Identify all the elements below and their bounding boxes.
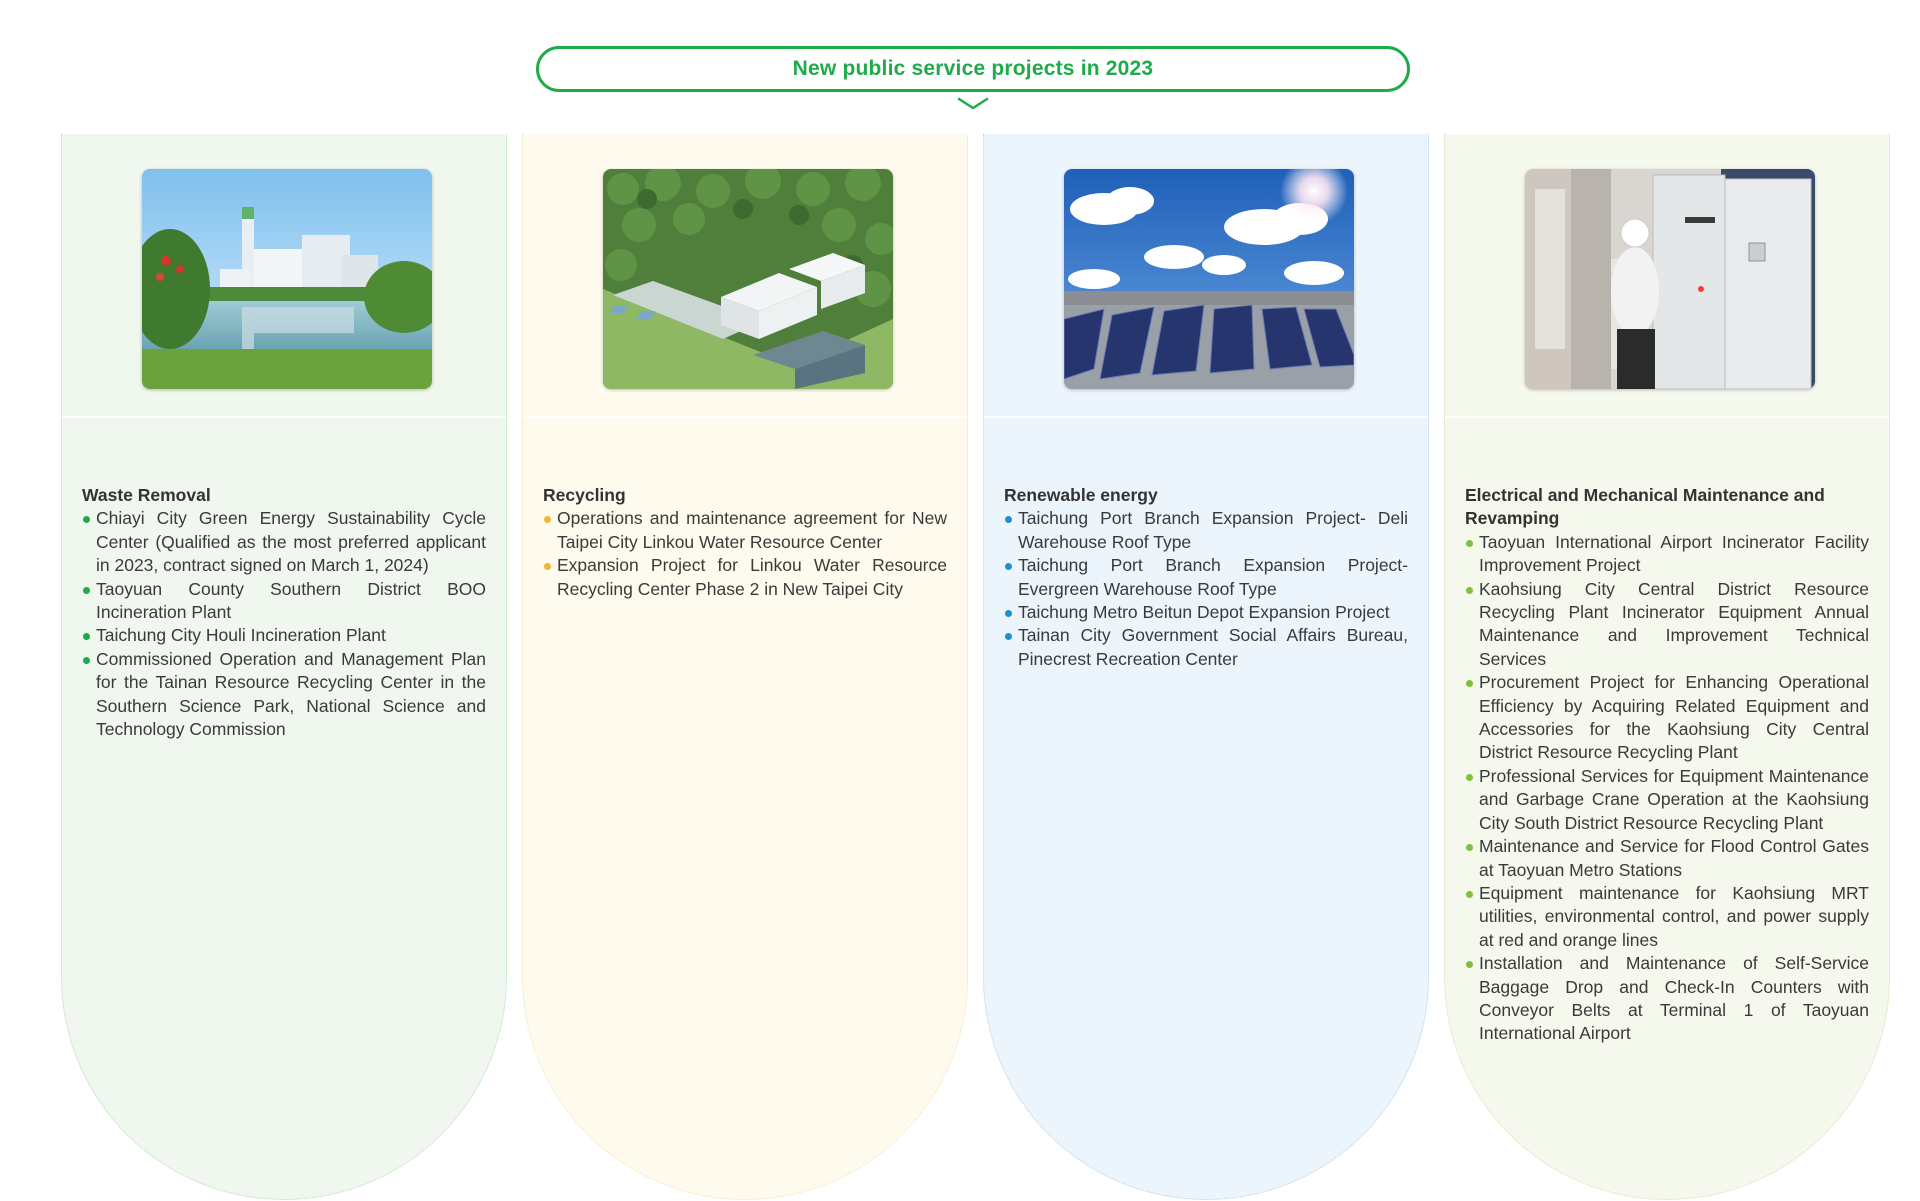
project-item: Procurement Project for Enhancing Operational Efficiency by Acquiring Related Equipment and Accessories for the Kaohsiung City Central District Resource Recycling Plant [1465, 671, 1869, 765]
category-card-recycling [522, 134, 968, 1200]
card-divider [1445, 416, 1889, 418]
project-item: Taichung City Houli Incineration Plant [82, 624, 486, 647]
project-item: Taichung Metro Beitun Depot Expansion Project [1004, 601, 1408, 624]
category-heading: Waste Removal [82, 485, 211, 505]
page-title: New public service projects in 2023 [536, 46, 1410, 92]
project-item: Taoyuan International Airport Incinerator Facility Improvement Project [1465, 531, 1869, 578]
card-divider [62, 416, 506, 418]
card-divider [984, 416, 1428, 418]
category-card-renewable-energy [983, 134, 1429, 1200]
project-item: Installation and Maintenance of Self-Service Baggage Drop and Check-In Counters with Conveyor Belts at Terminal 1 of Taoyuan International Airport [1465, 952, 1869, 1046]
project-item: Kaohsiung City Central District Resource Recycling Plant Incinerator Equipment Annual Maintenance and Improvement Technical Services [1465, 578, 1869, 672]
project-item: Operations and maintenance agreement for New Taipei City Linkou Water Resource Center [543, 507, 947, 554]
project-item: Equipment maintenance for Kaohsiung MRT utilities, environmental control, and power supply at red and orange lines [1465, 882, 1869, 952]
project-item: Taichung Port Branch Expansion Project- Deli Warehouse Roof Type [1004, 507, 1408, 554]
chevron-down-icon [957, 97, 989, 111]
category-heading: Electrical and Mechanical Maintenance and Revamping [1465, 485, 1825, 529]
project-item: Taoyuan County Southern District BOO Incineration Plant [82, 578, 486, 625]
category-heading: Recycling [543, 485, 626, 505]
category-heading: Renewable energy [1004, 485, 1158, 505]
project-item: Expansion Project for Linkou Water Resource Recycling Center Phase 2 in New Taipei City [543, 554, 947, 601]
project-item: Maintenance and Service for Flood Control Gates at Taoyuan Metro Stations [1465, 835, 1869, 882]
solar-panels-photo [1064, 169, 1354, 389]
project-item: Tainan City Government Social Affairs Bureau, Pinecrest Recreation Center [1004, 624, 1408, 671]
project-item: Chiayi City Green Energy Sustainability Cycle Center (Qualified as the most preferred applicant in 2023, contract signed on March 1, 2024) [82, 507, 486, 577]
project-item: Professional Services for Equipment Maintenance and Garbage Crane Operation at the Kaohsiung City South District Resource Recycling Plant [1465, 765, 1869, 835]
project-item: Commissioned Operation and Management Plan for the Tainan Resource Recycling Center in the Southern Science Park, National Science and Technology Commission [82, 648, 486, 742]
water-resource-center-photo [603, 169, 893, 389]
technician-photo [1525, 169, 1815, 389]
project-item: Taichung Port Branch Expansion Project- Evergreen Warehouse Roof Type [1004, 554, 1408, 601]
category-card-waste-removal [61, 134, 507, 1200]
category-card-electrical-mechanical [1444, 134, 1890, 1200]
incineration-plant-photo [142, 169, 432, 389]
card-divider [523, 416, 967, 418]
